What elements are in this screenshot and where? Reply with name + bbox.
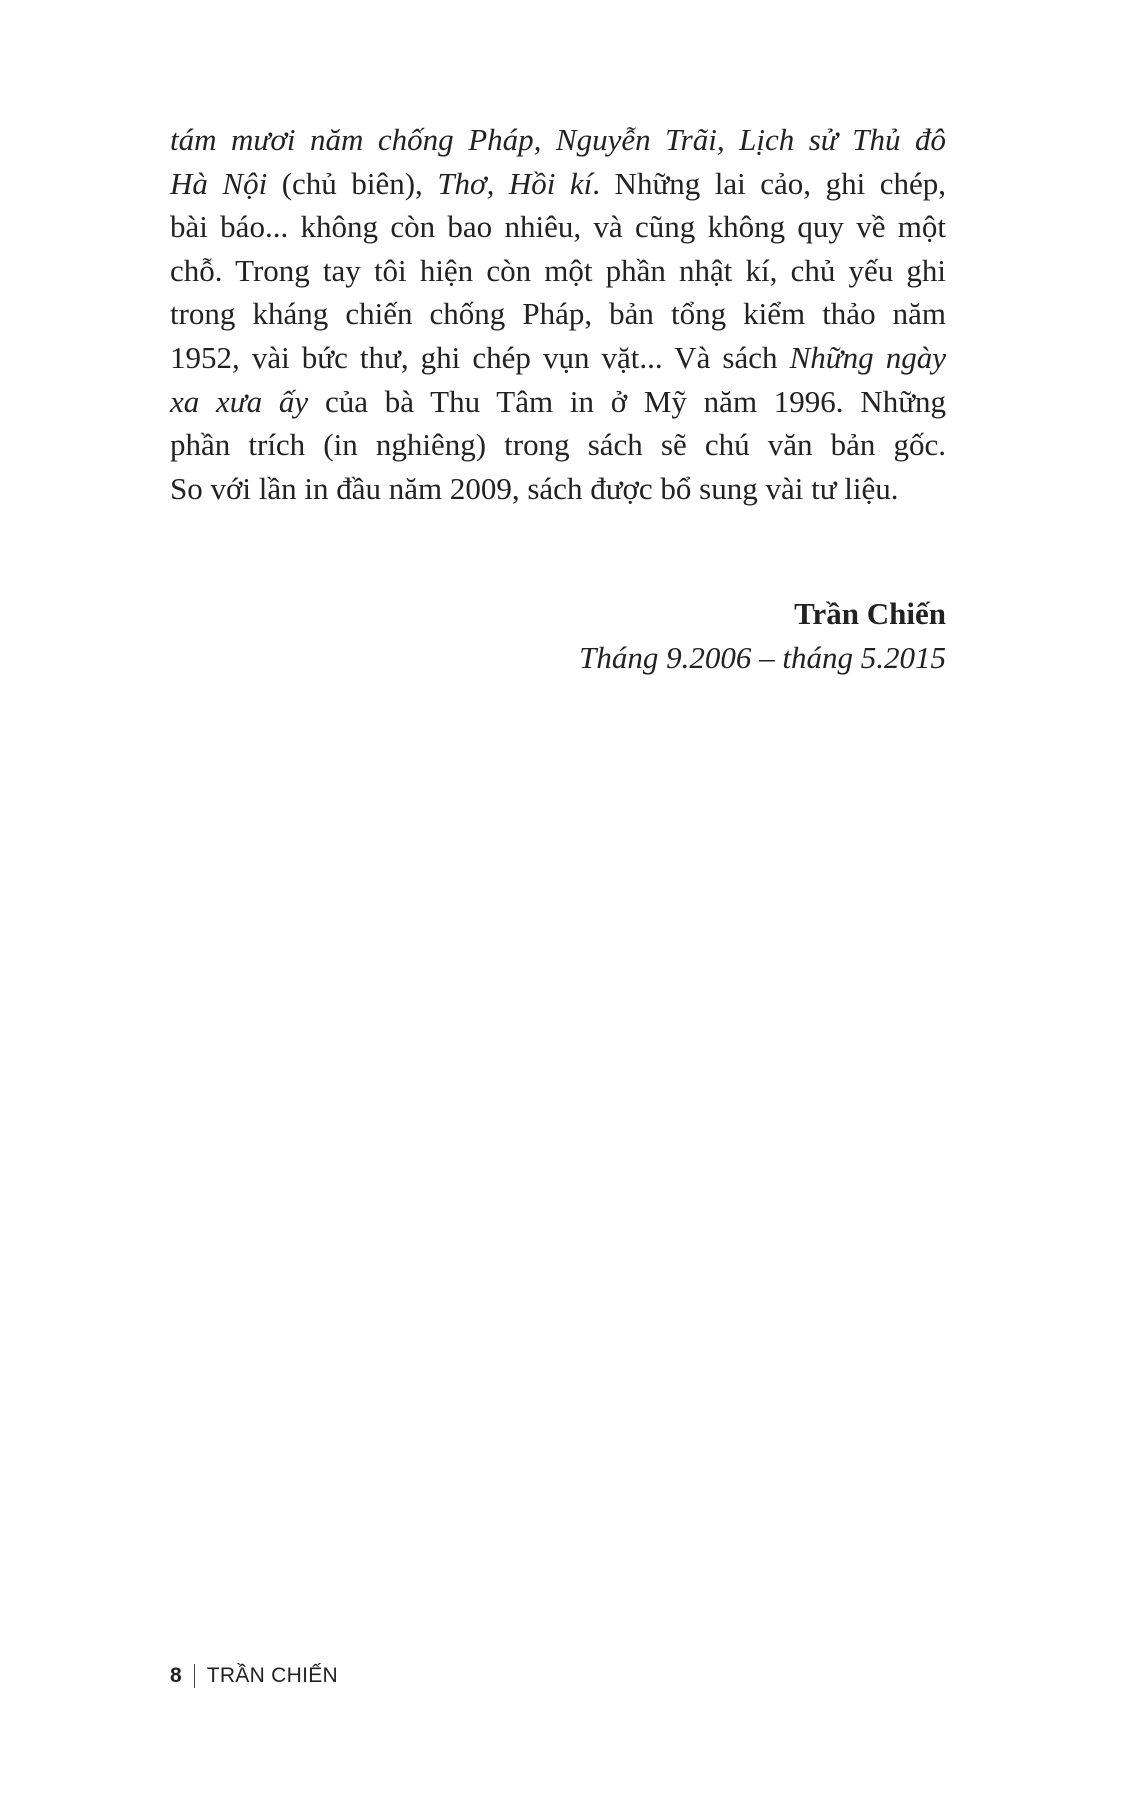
text-segment: phần trích (in nghiêng) trong sách sẽ chú văn bản gốc. xyxy=(170,427,946,463)
page-number: 8 xyxy=(170,1664,182,1687)
text-segment: 1952, vài bức thư, ghi chép vụn vặt... Và sách xyxy=(170,339,790,375)
text-segment: trong kháng chiến chống Pháp, bản tổng kiểm thảo năm xyxy=(170,296,946,332)
text-line xyxy=(170,467,946,511)
italic-text-segment: xa xưa ấy xyxy=(170,383,309,419)
body-paragraph xyxy=(170,118,946,510)
italic-text-segment: Những ngày xyxy=(789,339,947,375)
italic-text-segment: Hà Nội xyxy=(170,165,268,201)
text-line xyxy=(170,423,946,467)
text-segment: chỗ. Trong tay tôi hiện còn một phần nhật kí, chủ yếu ghi xyxy=(170,252,946,288)
running-head: TRẦN CHIẾN xyxy=(206,1664,339,1687)
text-line xyxy=(170,162,946,206)
page-footer xyxy=(170,1662,338,1690)
text-segment: bài báo... không còn bao nhiêu, và cũng không quy về một xyxy=(170,209,946,245)
signature-block xyxy=(579,592,946,679)
text-line xyxy=(170,292,946,336)
text-line xyxy=(170,336,946,380)
date-range: Tháng 9.2006 – tháng 5.2015 xyxy=(579,639,946,675)
text-line xyxy=(170,118,946,162)
text-segment: (chủ biên), xyxy=(267,165,438,201)
text-segment: So với lần in đầu năm 2009, sách được bổ sung vài tư liệu. xyxy=(170,470,899,506)
italic-text-segment: Thơ, Hồi kí xyxy=(437,165,593,201)
author-name: Trần Chiến xyxy=(794,596,946,631)
text-line xyxy=(170,380,946,424)
text-segment: . Những lai cảo, ghi chép, xyxy=(592,165,946,201)
text-line xyxy=(170,205,946,249)
text-line xyxy=(170,249,946,293)
text-segment: của bà Thu Tâm in ở Mỹ năm 1996. Những xyxy=(308,383,946,419)
footer-divider xyxy=(194,1664,195,1688)
italic-text-segment: tám mươi năm chống Pháp, Nguyễn Trãi, Lịch sử Thủ đô xyxy=(170,122,946,157)
